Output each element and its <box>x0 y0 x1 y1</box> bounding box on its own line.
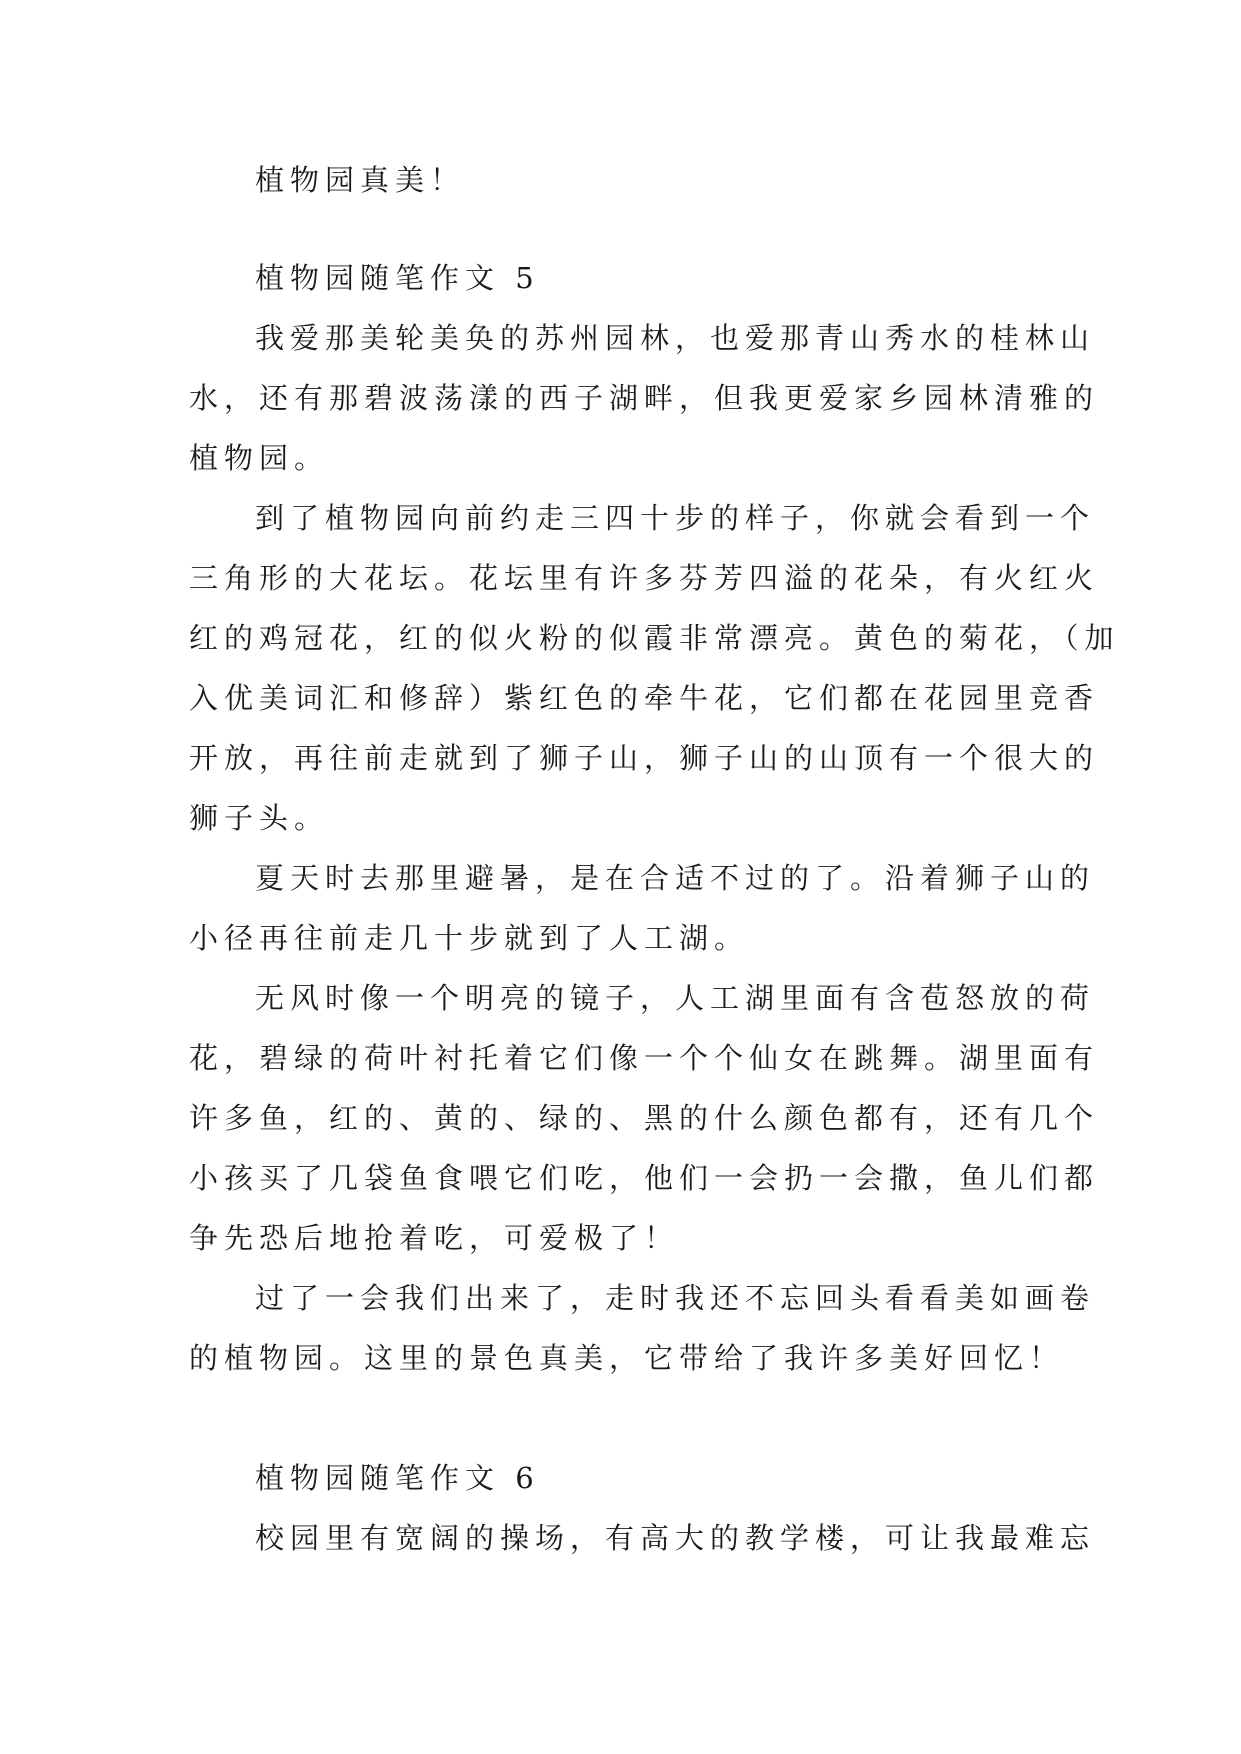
paragraph-line: 小径再往前走几十步就到了人工湖。 <box>189 921 750 955</box>
paragraph <box>189 1508 1096 1568</box>
paragraph-line: 开放，再往前走就到了狮子山，狮子山的山顶有一个很大的 <box>189 741 1100 775</box>
essay-6-body <box>189 1508 1096 1568</box>
paragraph-line: 三角形的大花坛。花坛里有许多芬芳四溢的花朵，有火红火 <box>189 561 1100 595</box>
paragraph-line: 夏天时去那里避暑，是在合适不过的了。沿着狮子山的 <box>255 861 1096 895</box>
paragraph <box>189 488 1120 848</box>
document-body <box>189 150 1120 1568</box>
closing-line: 植物园真美！ <box>255 163 466 197</box>
paragraph-line: 花，碧绿的荷叶衬托着它们像一个个仙女在跳舞。湖里面有 <box>189 1041 1100 1075</box>
section-gap <box>189 1388 1051 1448</box>
paragraph-line: 我爱那美轮美奂的苏州园林，也爱那青山秀水的桂林山 <box>255 321 1096 355</box>
paragraph-line: 水，还有那碧波荡漾的西子湖畔，但我更爱家乡园林清雅的 <box>189 381 1100 415</box>
essay-title: 植物园随笔作文 5 <box>255 261 540 295</box>
paragraph <box>189 1268 1096 1388</box>
paragraph <box>189 848 1096 968</box>
paragraph-line: 到了植物园向前约走三四十步的样子，你就会看到一个 <box>255 501 1096 535</box>
paragraph-line: 红的鸡冠花，红的似火粉的似霞非常漂亮。黄色的菊花，（加 <box>189 621 1120 655</box>
section-gap <box>189 210 1051 248</box>
paragraph-line: 过了一会我们出来了，走时我还不忘回头看看美如画卷 <box>255 1281 1096 1315</box>
essay-5-body <box>189 308 1120 1388</box>
essay-title: 植物园随笔作文 6 <box>255 1461 540 1495</box>
paragraph-line: 争先恐后地抢着吃，可爱极了！ <box>189 1221 680 1255</box>
paragraph-line: 校园里有宽阔的操场，有高大的教学楼，可让我最难忘 <box>255 1521 1096 1555</box>
paragraph-line: 的植物园。这里的景色真美，它带给了我许多美好回忆！ <box>189 1341 1065 1375</box>
paragraph-line: 狮子头。 <box>189 801 330 835</box>
paragraph-line: 小孩买了几袋鱼食喂它们吃，他们一会扔一会撒，鱼儿们都 <box>189 1161 1100 1195</box>
paragraph-line: 无风时像一个明亮的镜子，人工湖里面有含苞怒放的荷 <box>255 981 1096 1015</box>
paragraph-line: 许多鱼，红的、黄的、绿的、黑的什么颜色都有，还有几个 <box>189 1101 1100 1135</box>
paragraph <box>189 968 1100 1268</box>
paragraph-line: 植物园。 <box>189 441 330 475</box>
paragraph-line: 入优美词汇和修辞）紫红色的牵牛花，它们都在花园里竞香 <box>189 681 1100 715</box>
paragraph <box>189 308 1100 488</box>
